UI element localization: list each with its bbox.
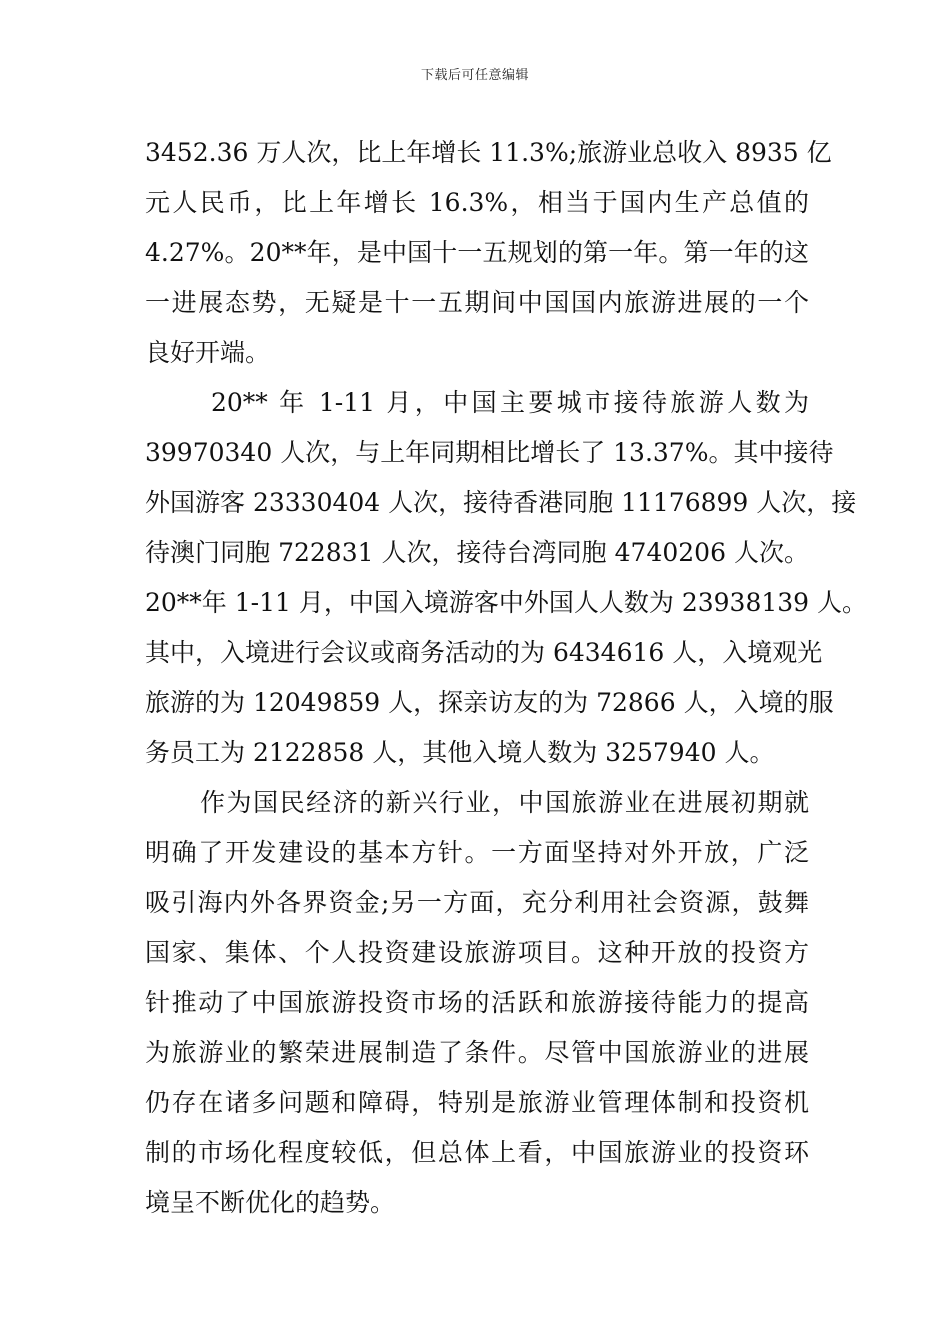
- text-line: 制的市场化程度较低，但总体上看，中国旅游业的投资环: [145, 1138, 809, 1167]
- text-line: 旅游的为 12049859 人，探亲访友的为 72866 人，入境的服: [145, 688, 834, 717]
- text-line: 39970340 人次，与上年同期相比增长了 13.37%。其中接待: [145, 438, 834, 467]
- text-line: 吸引海内外各界资金;另一方面，充分利用社会资源，鼓舞: [145, 888, 809, 917]
- text-line: 20** 年 1-11 月，中国主要城市接待旅游人数为: [211, 388, 809, 417]
- paragraph-1: [145, 128, 832, 378]
- text-line: 良好开端。: [145, 338, 271, 367]
- page-header: 下载后可任意编辑: [420, 68, 529, 83]
- text-line: 3452.36 万人次，比上年增长 11.3%;旅游业总收入 8935 亿: [145, 138, 832, 167]
- text-line: 4.27%。20**年，是中国十一五规划的第一年。第一年的这: [145, 238, 809, 267]
- text-line: 作为国民经济的新兴行业，中国旅游业在进展初期就: [200, 788, 809, 817]
- text-line: 元人民币，比上年增长 16.3%，相当于国内生产总值的: [145, 188, 809, 217]
- text-line: 仍存在诸多问题和障碍，特别是旅游业管理体制和投资机: [145, 1088, 809, 1117]
- text-line: 20**年 1-11 月，中国入境游客中外国人人数为 23938139 人。: [145, 588, 868, 617]
- text-line: 务员工为 2122858 人，其他入境人数为 3257940 人。: [145, 738, 775, 767]
- text-line: 国家、集体、个人投资建设旅游项目。这种开放的投资方: [145, 938, 809, 967]
- text-line: 待澳门同胞 722831 人次，接待台湾同胞 4740206 人次。: [145, 538, 809, 567]
- text-line: 境呈不断优化的趋势。: [145, 1188, 396, 1217]
- text-line: 其中，入境进行会议或商务活动的为 6434616 人，入境观光: [145, 638, 823, 667]
- text-line: 一进展态势，无疑是十一五期间中国国内旅游进展的一个: [145, 288, 809, 317]
- document-body: [145, 128, 868, 1228]
- paragraph-3: [145, 778, 809, 1228]
- paragraph-2: [145, 378, 868, 778]
- text-line: 明确了开发建设的基本方针。一方面坚持对外开放，广泛: [145, 838, 809, 867]
- text-line: 针推动了中国旅游投资市场的活跃和旅游接待能力的提高: [145, 988, 809, 1017]
- text-line: 为旅游业的繁荣进展制造了条件。尽管中国旅游业的进展: [145, 1038, 809, 1067]
- text-line: 外国游客 23330404 人次，接待香港同胞 11176899 人次，接: [145, 488, 857, 517]
